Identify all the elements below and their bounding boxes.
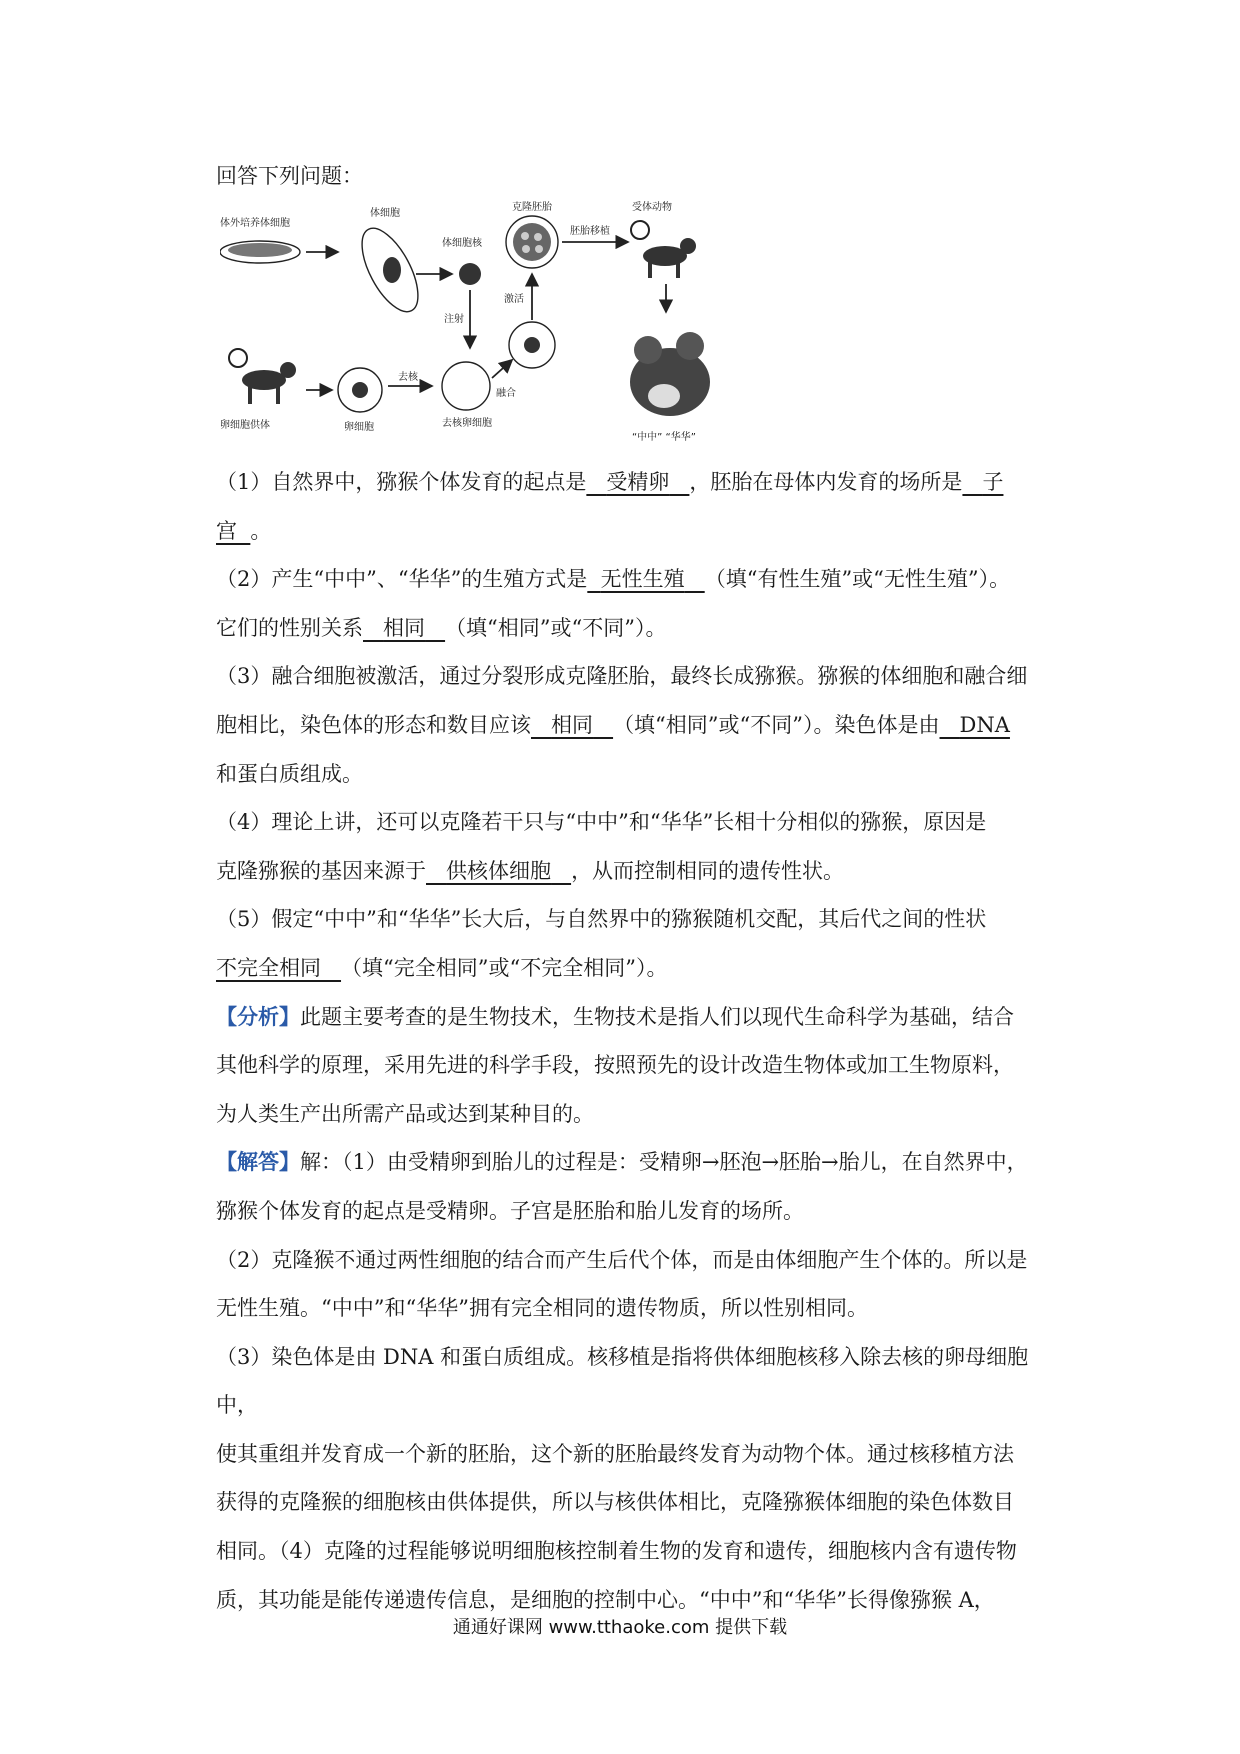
answer-q2-mode: 无性生殖 bbox=[600, 567, 685, 592]
somatic-nucleus-icon bbox=[459, 263, 481, 285]
fused-cell-icon bbox=[509, 322, 555, 368]
solution-line7: 获得的克隆猴的细胞核由供体提供，所以与核供体相比，克隆猕猴体细胞的染色体数目 bbox=[216, 1490, 1014, 1515]
solution-line6: 使其重组并发育成一个新的胚胎，这个新的胚胎最终发育为动物个体。通过核移植方法 bbox=[216, 1441, 1014, 1466]
answer-q3-same: 相同 bbox=[551, 712, 594, 737]
answer-q1-place: 子 bbox=[982, 470, 1004, 494]
analysis-tag: 【分析】 bbox=[216, 1003, 300, 1029]
label-inject: 注射 bbox=[444, 314, 464, 325]
q4-line2: 克隆猕猴的基因来源于 供核体细胞 ，从而控制相同的遗传性状。 bbox=[216, 858, 845, 883]
q5-line2: 不完全相同 （填“完全相同”或“不完全相同”）。 bbox=[216, 955, 668, 980]
answer-q3-dna: DNA bbox=[959, 712, 1010, 737]
label-culture: 体外培养体细胞 bbox=[220, 218, 290, 229]
q3-line2: 胞相比，染色体的形态和数目应该 相同 （填“相同”或“不同”）。染色体是由 DNA bbox=[216, 712, 1010, 737]
page-footer: 通通好课网 www.tthaoke.com 提供下载 bbox=[452, 1617, 788, 1638]
q4-line1: （4）理论上讲，还可以克隆若干只与“中中”和“华华”长相十分相似的猕猴，原因是 bbox=[216, 810, 987, 835]
answer-q1-start: 受精卵 bbox=[606, 470, 670, 494]
label-egg: 卵细胞 bbox=[344, 422, 374, 433]
offspring-monkeys-icon bbox=[630, 332, 710, 416]
label-recipient: 受体动物 bbox=[632, 202, 672, 213]
enucleated-egg-icon bbox=[442, 362, 490, 410]
solution-line8: 相同。（4）克隆的过程能够说明细胞核控制着生物的发育和遗传，细胞核内含有遗传物 bbox=[216, 1539, 1017, 1564]
label-enucleated-egg: 去核卵细胞 bbox=[442, 418, 492, 429]
clone-embryo-icon bbox=[506, 216, 558, 268]
cloning-diagram bbox=[220, 200, 760, 450]
q1-line1: （1）自然界中，猕猴个体发育的起点是 受精卵 ，胚胎在母体内发育的场所是 子 bbox=[216, 470, 1004, 494]
label-somatic-cell: 体细胞 bbox=[370, 208, 400, 219]
label-fuse: 融合 bbox=[496, 388, 516, 399]
solution-line3: （2）克隆猴不通过两性细胞的结合而产生后代个体，而是由体细胞产生个体的。所以是 bbox=[216, 1247, 1028, 1272]
solution-tag: 【解答】 bbox=[216, 1149, 300, 1175]
solution-line5: （3）染色体是由 DNA 和蛋白质组成。核移植是指将供体细胞核移入除去核的卵母细胞中， bbox=[216, 1344, 1029, 1418]
label-offspring: “中中” “华华” bbox=[632, 432, 696, 443]
label-activate: 激活 bbox=[504, 294, 524, 305]
label-donor: 卵细胞供体 bbox=[220, 420, 270, 431]
label-somatic-nucleus: 体细胞核 bbox=[442, 238, 482, 249]
question-answer-body bbox=[216, 458, 1056, 1624]
q3-line3: 和蛋白质组成。 bbox=[216, 761, 363, 786]
label-transfer: 胚胎移植 bbox=[570, 226, 610, 237]
analysis-line3: 为人类生产出所需产品或达到某种目的。 bbox=[216, 1101, 594, 1126]
answer-q2-sex: 相同 bbox=[383, 615, 426, 640]
solution-line2: 猕猴个体发育的起点是受精卵。子宫是胚胎和胎儿发育的场所。 bbox=[216, 1198, 804, 1223]
q2-line1: （2）产生“中中”、“华华”的生殖方式是 无性生殖 （填“有性生殖”或“无性生殖”）。 bbox=[216, 567, 1011, 592]
label-enucleate: 去核 bbox=[398, 372, 418, 383]
answer-q4-source: 供核体细胞 bbox=[446, 858, 552, 883]
analysis-line1: 【分析】此题主要考查的是生物技术，生物技术是指人们以现代生命科学为基础，结合 bbox=[216, 1003, 1014, 1029]
solution-line1: 【解答】解：（1）由受精卵到胎儿的过程是：受精卵→胚泡→胚胎→胎儿，在自然界中， bbox=[216, 1149, 1028, 1175]
q3-line1: （3）融合细胞被激活，通过分裂形成克隆胚胎，最终长成猕猴。猕猴的体细胞和融合细 bbox=[216, 664, 1028, 689]
donor-monkey-icon bbox=[229, 349, 296, 404]
egg-cell-icon bbox=[338, 368, 382, 412]
q2-line2: 它们的性别关系 相同 （填“相同”或“不同”）。 bbox=[216, 615, 667, 640]
solution-line4: 无性生殖。“中中”和“华华”拥有完全相同的遗传物质，所以性别相同。 bbox=[216, 1296, 868, 1321]
solution-line9: 质，其功能是能传递遗传信息，是细胞的控制中心。“中中”和“华华”长得像猕猴 A， bbox=[216, 1587, 995, 1612]
intro-text: 回答下列问题： bbox=[216, 164, 363, 188]
q1-line2: 宫 。 bbox=[216, 518, 272, 543]
answer-q5: 不完全相同 bbox=[216, 955, 321, 980]
label-clone-embryo: 克隆胚胎 bbox=[512, 202, 552, 213]
recipient-monkey-icon bbox=[631, 221, 696, 278]
culture-dish-icon bbox=[220, 241, 300, 263]
q5-line1: （5）假定“中中”和“华华”长大后，与自然界中的猕猴随机交配，其后代之间的性状 bbox=[216, 907, 987, 932]
analysis-line2: 其他科学的原理，采用先进的科学手段，按照预先的设计改造生物体或加工生物原料， bbox=[216, 1053, 1014, 1078]
somatic-cell-icon bbox=[351, 220, 430, 320]
